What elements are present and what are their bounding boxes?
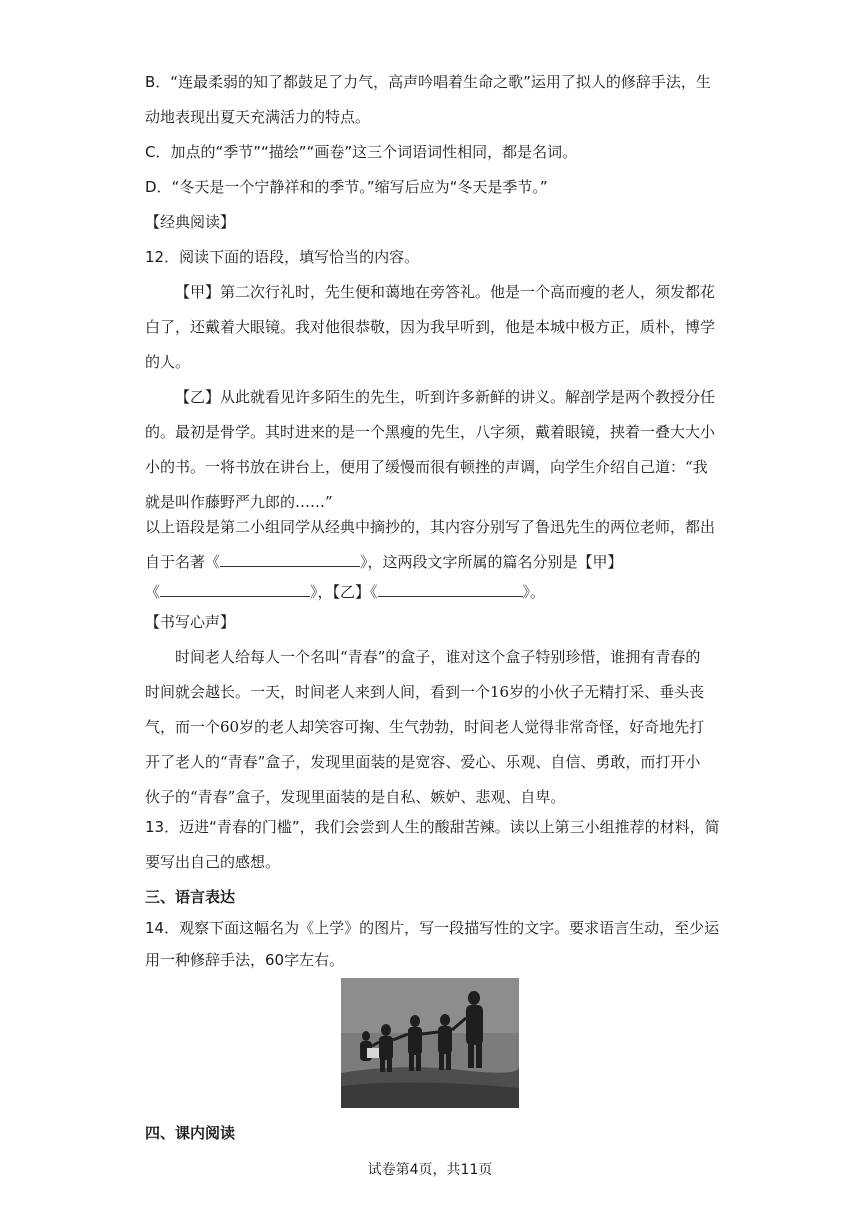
voice-line1: 时间老人给每人一个名叫“青春”的盒子，谁对这个盒子特别珍惜，谁拥有青春的: [175, 648, 701, 666]
passage-yi-line1: 【乙】从此就看见许多陌生的先生，听到许多新鲜的讲义。解剖学是两个教授分任: [175, 388, 716, 406]
section-4-heading: 四、课内阅读: [145, 1124, 236, 1142]
school-going-photo: [341, 978, 519, 1108]
question-12-fill-line1: 以上语段是第二小组同学从经典中摘抄的，其内容分别写了鲁迅先生的两位老师，都出: [145, 518, 716, 536]
question-12-fill-line3: [145, 582, 715, 602]
voice-line5: 伙子的“青春”盒子，发现里面装的是自私、嫉妒、悲观、自卑。: [145, 788, 566, 806]
option-b-line2: 动地表现出夏天充满活力的特点。: [145, 108, 371, 126]
passage-yi-line4: 就是叫作藤野严九郎的……”: [145, 493, 333, 511]
voice-line3: 气，而一个60岁的老人却笑容可掬、生气勃勃，时间老人觉得非常奇怪，好奇地先打: [145, 718, 705, 736]
book-title-blank[interactable]: [220, 552, 360, 567]
page-footer: 试卷第4页，共11页: [367, 1162, 493, 1178]
passage-yi-line3: 小的书。一将书放在讲台上，便用了缓慢而很有顿挫的声调，向学生介绍自己道：“我: [145, 458, 708, 476]
passage-jia-line2: 白了，还戴着大眼镜。我对他很恭敬，因为我早听到，他是本城中极方正，质朴，博学: [145, 318, 716, 336]
photo-illustration: [341, 978, 519, 1108]
yi-title-blank[interactable]: [378, 582, 523, 597]
section-writing-voice: 【书写心声】: [145, 613, 236, 631]
question-12-title: 12．阅读下面的语段，填写恰当的内容。: [145, 248, 420, 266]
section-classic-reading: 【经典阅读】: [145, 213, 236, 231]
voice-line4: 开了老人的“青春”盒子，发现里面装的是宽容、爱心、乐观、自信、勇敢，而打开小: [145, 753, 701, 771]
passage-yi-line2: 的。最初是骨学。其时进来的是一个黑瘦的先生，八字须，戴着眼镜，挟着一叠大大小: [145, 423, 716, 441]
question-14-line2: 用一种修辞手法，60字左右。: [145, 951, 345, 969]
fill-open: 《: [145, 583, 161, 601]
option-b-line1: B．“连最柔弱的知了都鼓足了力气，高声吟唱着生命之歌”运用了拟人的修辞手法，生: [145, 73, 711, 91]
fill-middle: 》，这两段文字所属的篇名分别是【甲】: [360, 553, 623, 571]
option-d: D．“冬天是一个宁静祥和的季节。”缩写后应为“冬天是季节。”: [145, 178, 548, 196]
passage-jia-line1: 【甲】第二次行礼时，先生便和蔼地在旁答礼。他是一个高而瘦的老人，须发都花: [175, 283, 716, 301]
jia-title-blank[interactable]: [160, 582, 310, 597]
fill-yi: 》，【乙】《: [310, 583, 378, 601]
question-13-line2: 要写出自己的感想。: [145, 853, 281, 871]
question-14-line1: 14．观察下面这幅名为《上学》的图片，写一段描写性的文字。要求语言生动，至少运: [145, 919, 720, 937]
section-3-heading: 三、语言表达: [145, 888, 236, 906]
fill-close: 》。: [522, 583, 546, 601]
passage-jia-line3: 的人。: [145, 353, 191, 371]
voice-line2: 时间就会越长。一天，时间老人来到人间，看到一个16岁的小伙子无精打采、垂头丧: [145, 683, 705, 701]
fill-prefix: 自于名著《: [145, 553, 221, 571]
question-12-fill-line2: [145, 552, 715, 572]
option-c: C．加点的“季节”“描绘”“画卷”这三个词语词性相同，都是名词。: [145, 143, 578, 161]
question-13-line1: 13．迈进“青春的门槛”，我们会尝到人生的酸甜苦辣。读以上第三小组推荐的材料，简: [145, 818, 720, 836]
